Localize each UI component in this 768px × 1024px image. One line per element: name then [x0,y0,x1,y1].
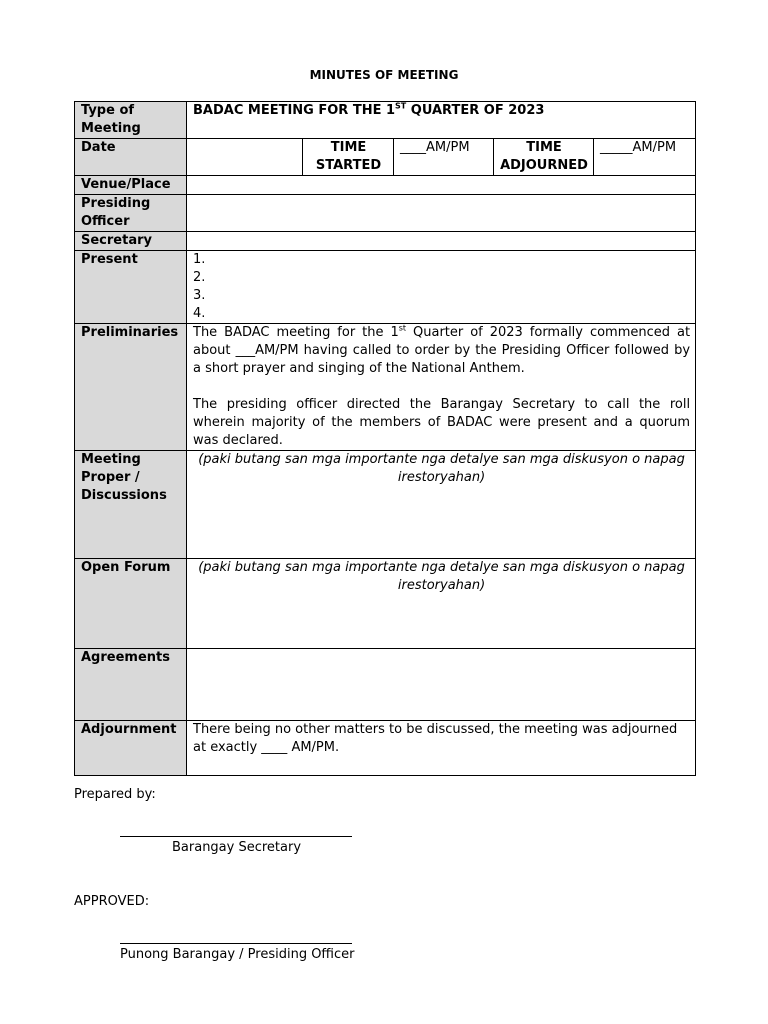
row-open-forum [75,559,696,649]
present-item: 3. [193,288,206,303]
type-value-prefix: BADAC MEETING FOR THE 1 [193,103,396,118]
present-item: 2. [193,270,206,285]
adjournment-field[interactable] [187,721,696,776]
presiding-officer-field[interactable] [187,195,696,232]
type-value-sup: ST [395,101,407,111]
approved-label: APPROVED: [74,894,150,909]
venue-field[interactable] [187,176,696,195]
row-date [75,139,696,176]
present-item: 4. [193,306,206,321]
approved-signature-line[interactable] [120,943,352,944]
discussions-label: Meeting Proper / Discussions [75,451,187,559]
type-of-meeting-value[interactable] [187,102,696,139]
row-secretary [75,232,696,251]
row-agreements [75,649,696,721]
type-of-meeting-label: Type of Meeting [75,102,187,139]
discussions-hint: (paki butang san mga importante nga detalye san mga diskusyon o napag irestoryahan) [198,452,685,485]
approved-role: Punong Barangay / Presiding Officer [120,947,355,962]
secretary-label: Secretary [75,232,187,251]
adjournment-label: Adjournment [75,721,187,776]
prepared-by-role: Barangay Secretary [172,840,302,855]
venue-label: Venue/Place [75,176,187,195]
row-adjournment [75,721,696,776]
prelim-p1-b: Quarter of 2023 formally commenced at about ___AM/PM having called to order by the Presiding Officer followed by a short prayer and singing of the National Anthem. [193,325,691,376]
prepared-by-label: Prepared by: [74,787,156,802]
row-type-of-meeting [75,102,696,139]
present-field[interactable] [187,251,696,324]
present-label: Present [75,251,187,324]
time-started-label: TIME STARTED [303,139,394,176]
open-forum-hint: (paki butang san mga importante nga detalye san mga diskusyon o napag irestoryahan) [198,560,685,593]
open-forum-label: Open Forum [75,559,187,649]
row-presiding-officer [75,195,696,232]
secretary-field[interactable] [187,232,696,251]
row-preliminaries [75,324,696,451]
time-adjourned-label: TIME ADJOURNED [494,139,594,176]
time-adjourned-field[interactable]: _____AM/PM [594,139,696,176]
date-label: Date [75,139,187,176]
present-item: 1. [193,252,206,267]
prelim-p1-sup: st [398,323,407,333]
discussions-field[interactable] [187,451,696,559]
preliminaries-label: Preliminaries [75,324,187,451]
preliminaries-paragraph-1 [193,324,690,378]
row-present [75,251,696,324]
agreements-field[interactable] [187,649,696,721]
preliminaries-field[interactable] [187,324,696,451]
present-list [193,251,690,323]
open-forum-field[interactable] [187,559,696,649]
row-discussions [75,451,696,559]
agreements-label: Agreements [75,649,187,721]
row-venue [75,176,696,195]
prepared-by-signature-line[interactable] [120,836,352,837]
preliminaries-paragraph-2: The presiding officer directed the Barangay Secretary to call the roll wherein majority of the members of BADAC were present and a quorum was declared. [193,397,691,448]
prelim-p1-a: The BADAC meeting for the 1 [193,325,399,340]
date-field[interactable] [187,139,303,176]
document-title: MINUTES OF MEETING [309,68,459,82]
presiding-officer-label: Presiding Officer [75,195,187,232]
minutes-form-table [74,101,696,776]
adjournment-text: There being no other matters to be discussed, the meeting was adjourned at exactly ____ AM/PM. [193,722,678,755]
type-value-suffix: QUARTER OF 2023 [406,103,545,118]
time-started-field[interactable]: ____AM/PM [394,139,494,176]
